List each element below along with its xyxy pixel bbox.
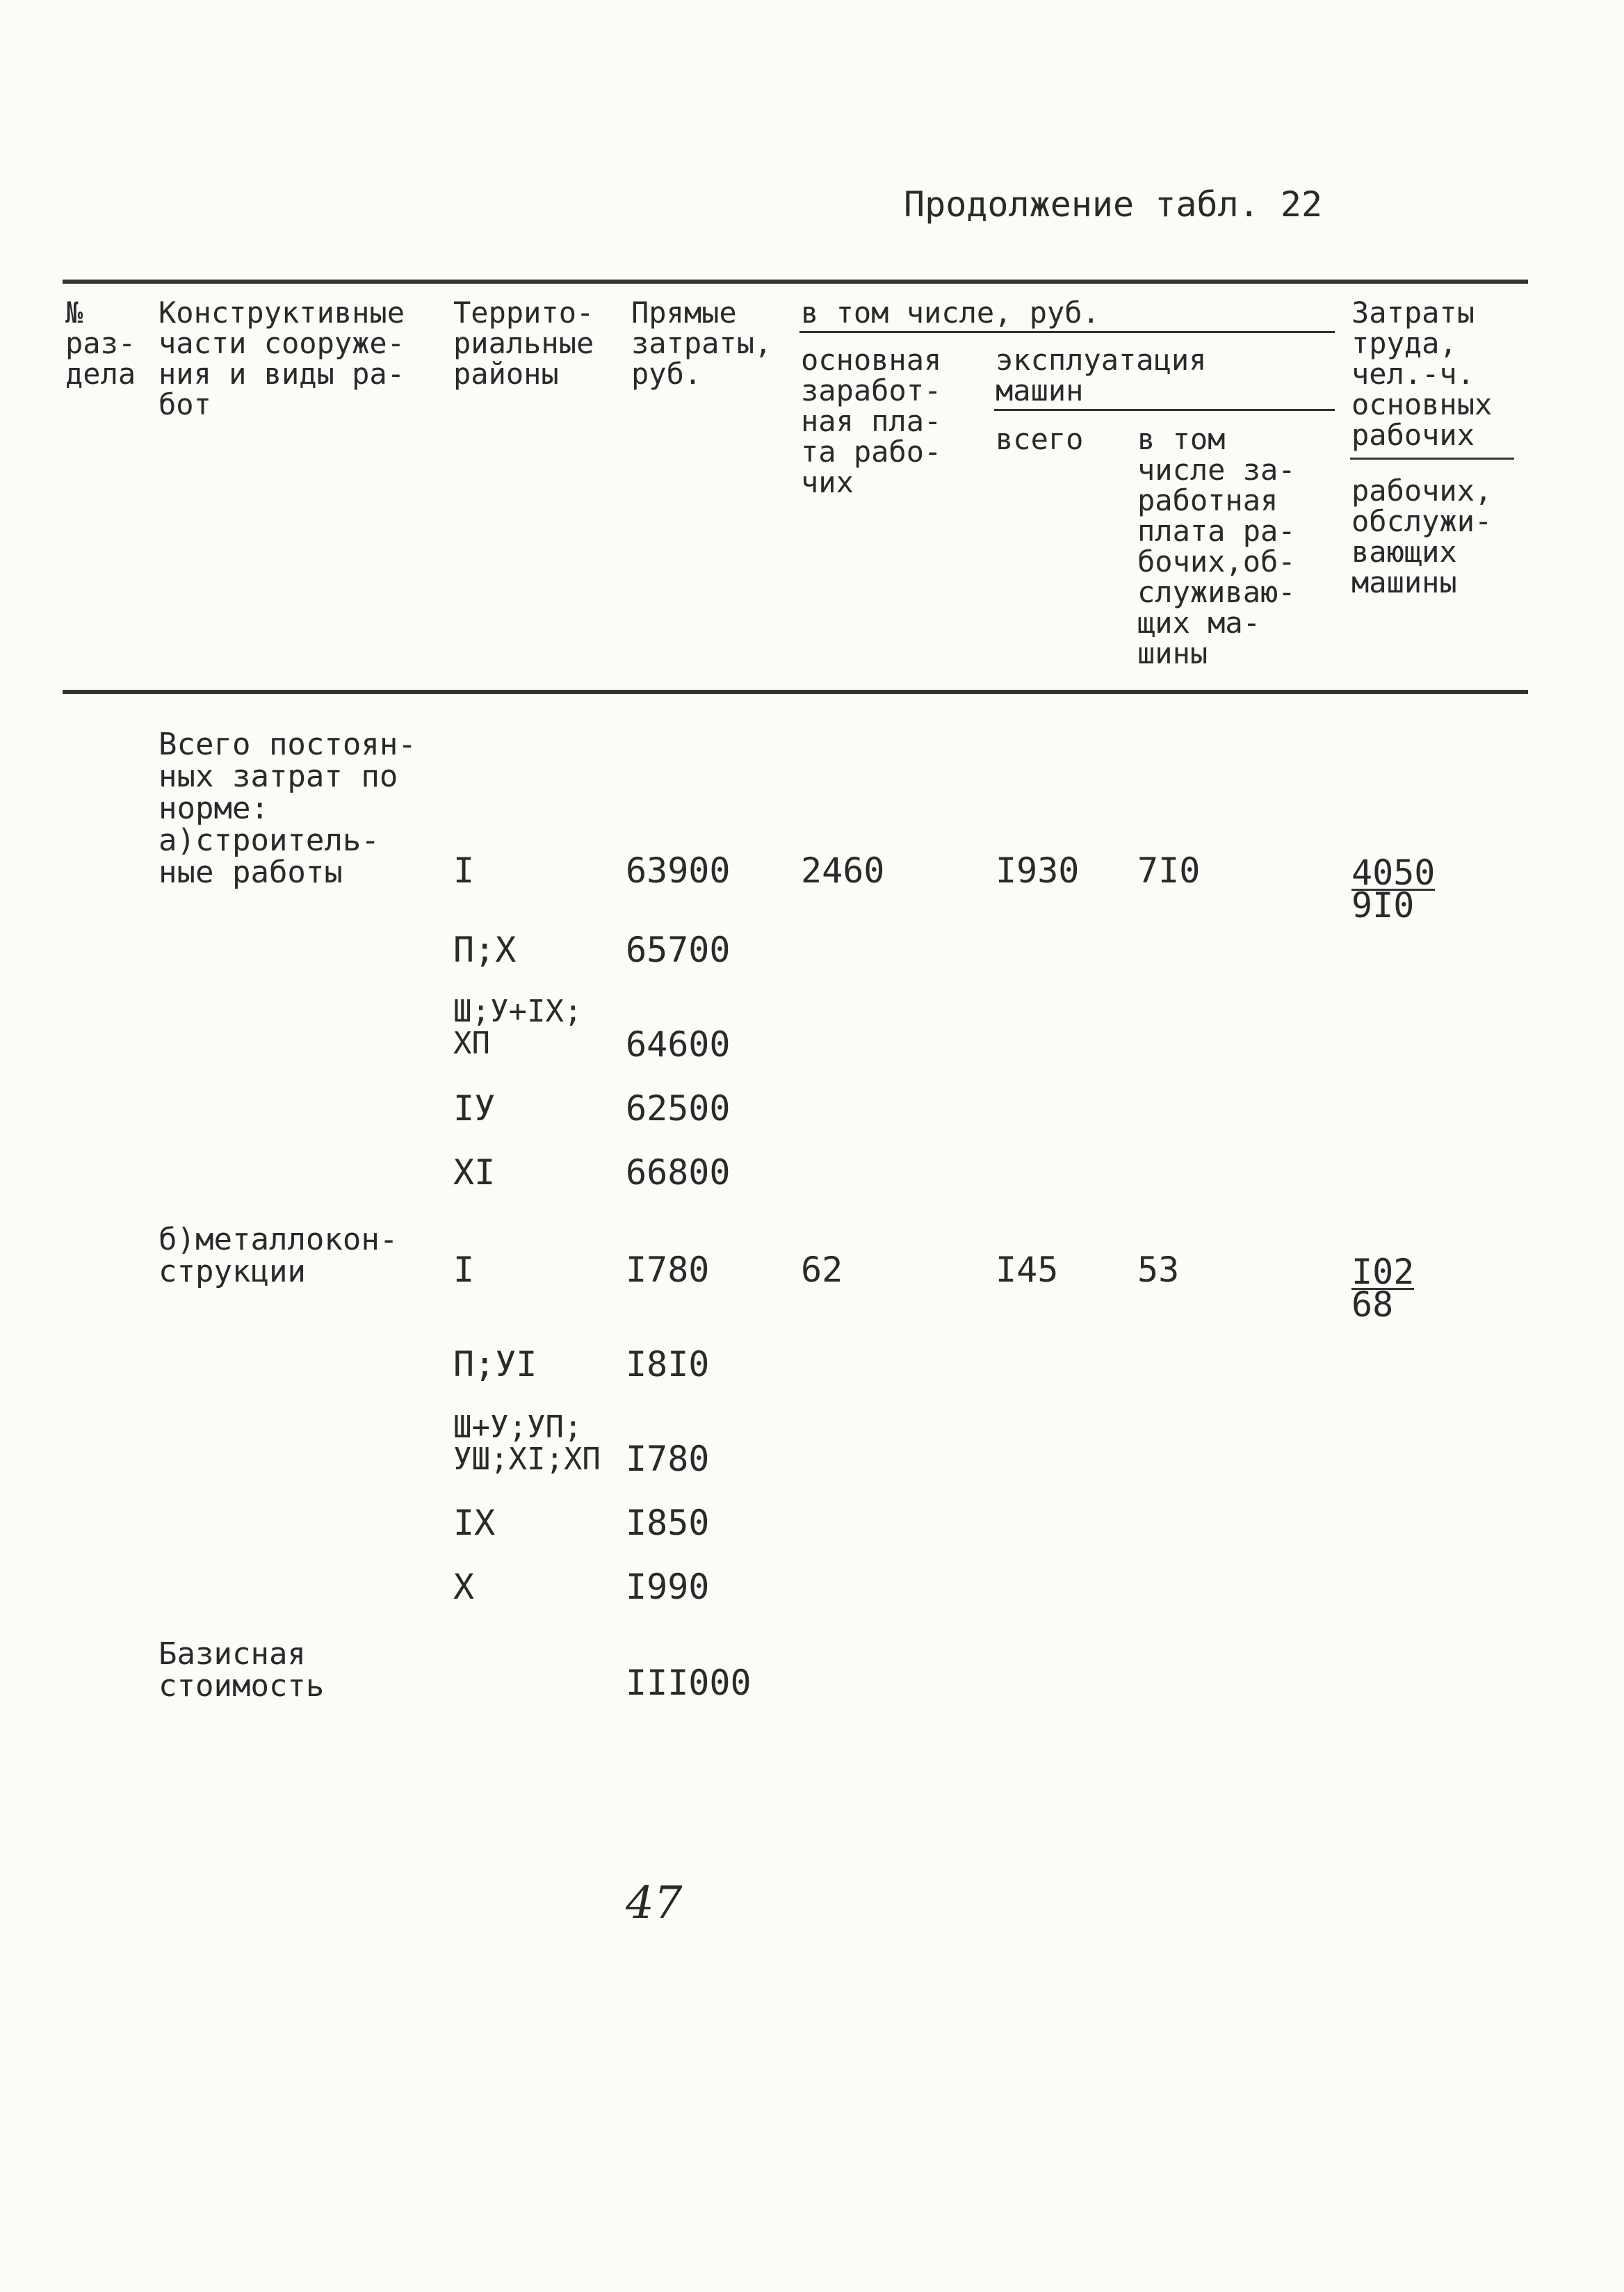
header-construction-parts: Конструктивные части сооруже- ния и виды ра- бот (159, 296, 405, 421)
block-b-machines-total: I45 (996, 1250, 1059, 1290)
block-a-labor-bottom: 9I0 (1351, 885, 1415, 926)
block-b-machines-wage: 53 (1137, 1250, 1180, 1290)
header-labor-machine-workers: рабочих, обслужи- вающих машины (1351, 474, 1493, 599)
block-a-row-2-region: Ш;У+IХ; ХП (453, 994, 583, 1061)
block-a-row-1-region: П;Х (453, 930, 517, 970)
header-machine-operation: эксплуатация машин (996, 343, 1207, 407)
header-bottom-rule (63, 690, 1528, 694)
block-a-row-3-direct: 62500 (626, 1088, 731, 1129)
block-a-title: Всего постоян- ных затрат по норме: а)строитель- ные работы (159, 727, 416, 890)
block-b-row-4-region: Х (453, 1567, 475, 1607)
block-b-labor-top: I02 (1351, 1252, 1415, 1292)
block-a-wage: 2460 (801, 850, 885, 891)
header-direct-costs: Прямые затраты, руб. (631, 296, 772, 391)
block-a-row-1-direct: 65700 (626, 930, 731, 970)
block-b-row-1-direct: I8I0 (626, 1344, 710, 1385)
block-b-labor-bottom: 68 (1351, 1284, 1394, 1325)
block-b-row-3-region: IХ (453, 1503, 496, 1543)
block-a-row-2-direct: 64600 (626, 1024, 731, 1065)
block-b-region: I (453, 1250, 475, 1290)
header-machines-total: всего (996, 422, 1084, 456)
group-underline-including (799, 331, 1335, 333)
labor-divider (1350, 458, 1514, 460)
block-b-row-3-direct: I850 (626, 1503, 710, 1543)
block-b-row-4-direct: I990 (626, 1567, 710, 1607)
block-a-machines-wage: 7I0 (1137, 850, 1201, 891)
block-b-row-1-region: П;УI (453, 1344, 537, 1385)
block-b-row-2-region: Ш+У;УП; УШ;ХI;ХП (453, 1410, 601, 1477)
header-including-rub: в том числе, руб. (801, 296, 1100, 330)
table-caption: Продолжение табл. 22 (904, 184, 1323, 225)
block-a-labor-fraction (1351, 853, 1436, 926)
block-b-row-2-direct: I780 (626, 1439, 710, 1479)
header-section-number: № раз- дела (65, 296, 136, 391)
block-a-row-4-region: ХI (453, 1152, 496, 1193)
block-a-direct: 63900 (626, 850, 731, 891)
block-a-region: I (453, 850, 475, 891)
block-a-row-4-direct: 66800 (626, 1152, 731, 1193)
top-rule (63, 280, 1528, 284)
header-machines-wage: в том числе за- работная плата ра- бочих,об- служиваю- щих ма- шины (1137, 422, 1296, 670)
header-base-wage: основная заработ- ная пла- та рабо- чих (801, 343, 942, 499)
block-b-labor-fraction (1351, 1252, 1415, 1325)
base-cost-label: Базисная стоимость (159, 1636, 325, 1704)
header-labor-main-workers: Затраты труда, чел.-ч. основных рабочих (1351, 296, 1493, 452)
block-a-machines-total: I930 (996, 850, 1080, 891)
group-underline-machines (994, 409, 1335, 411)
block-a-labor-top: 4050 (1351, 853, 1436, 893)
block-a-row-3-region: IУ (453, 1088, 496, 1129)
page-number: 47 (626, 1878, 683, 1929)
block-b-title: б)металлокон- струкции (159, 1222, 398, 1289)
base-cost-direct: III000 (626, 1663, 752, 1703)
header-territorial-regions: Террито- риальные районы (453, 296, 594, 391)
block-b-wage: 62 (801, 1250, 843, 1290)
block-b-direct: I780 (626, 1250, 710, 1290)
